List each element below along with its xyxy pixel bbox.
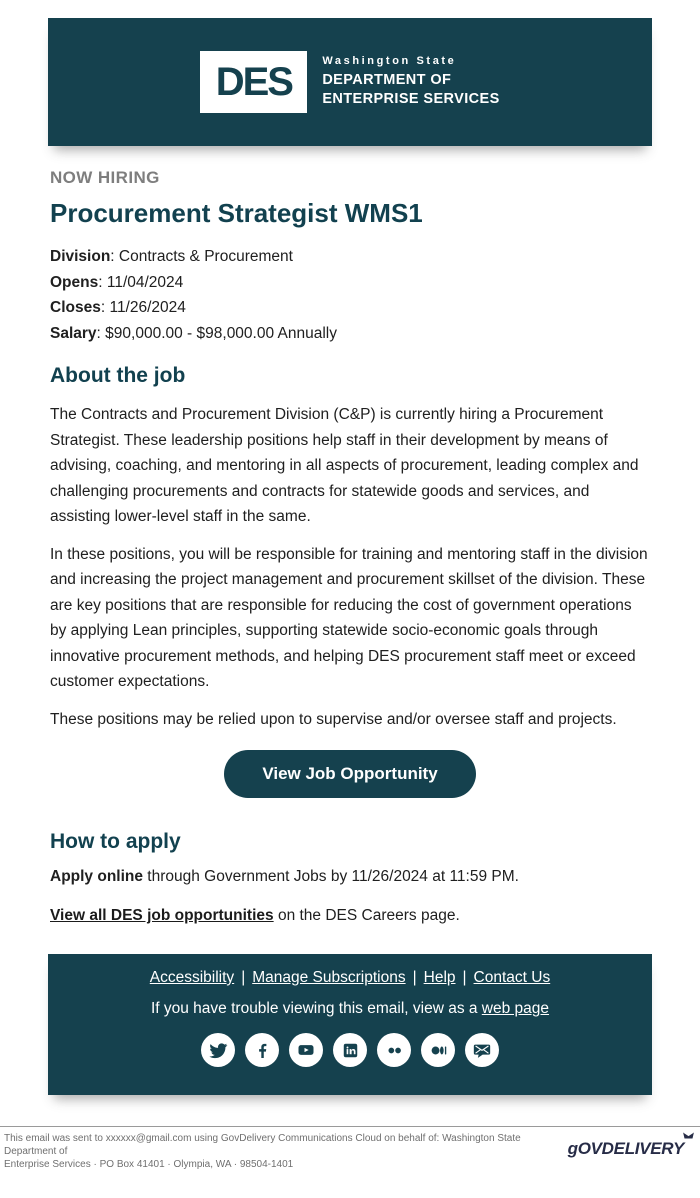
job-details xyxy=(50,244,650,346)
govdelivery-logo xyxy=(568,1139,684,1159)
trouble-viewing-text: If you have trouble viewing this email, view as a xyxy=(150,1000,482,1017)
govdelivery-envelope-icon xyxy=(682,1131,695,1142)
social-icons-row xyxy=(48,1033,652,1067)
how-to-apply-heading: How to apply xyxy=(50,830,181,853)
medium-icon xyxy=(429,1041,448,1060)
about-paragraph-1: The Contracts and Procurement Division (C&P) is currently hiring a Procurement Strategist. These leadership positions help staff in their development by means of advising, coaching, and mentoring in all aspects of procurement, leading complex and challenging procurements and contracts for statewide goods and services, and assisting lower-level staff in the same. xyxy=(50,406,639,525)
org-name xyxy=(322,55,499,109)
linkedin-icon xyxy=(341,1041,360,1060)
legal-bar xyxy=(0,1126,700,1179)
org-dept-line2: ENTERPRISE SERVICES xyxy=(322,91,500,107)
view-all-jobs-line xyxy=(50,905,650,926)
flickr-link[interactable] xyxy=(377,1033,411,1067)
footer-banner xyxy=(48,954,652,1095)
detail-opens-label: Opens xyxy=(50,273,99,291)
des-logo-text: DES xyxy=(215,59,292,104)
org-state-line: Washington State xyxy=(322,55,457,67)
twitter-link[interactable] xyxy=(201,1033,235,1067)
footer-links xyxy=(48,969,652,987)
detail-division-label: Division xyxy=(50,248,111,265)
link-separator: | xyxy=(462,969,467,986)
legal-text xyxy=(4,1132,568,1171)
flickr-icon xyxy=(385,1041,404,1060)
cta-row xyxy=(50,750,650,798)
legal-line-1: This email was sent to xxxxxx@gmail.com using GovDelivery Communications Cloud on behalf of: Washington State Department of xyxy=(4,1133,521,1157)
detail-salary-label: Salary xyxy=(50,324,97,342)
help-link[interactable]: Help xyxy=(423,969,456,986)
detail-sep: : xyxy=(98,273,107,291)
web-page-link[interactable]: web page xyxy=(481,1000,550,1017)
org-dept-line1: DEPARTMENT OF xyxy=(322,72,452,88)
header-banner xyxy=(48,18,652,146)
apply-online-rest: through Government Jobs by 11/26/2024 at 11:59 PM. xyxy=(143,868,519,885)
job-title: Procurement Strategist WMS1 xyxy=(50,198,423,228)
detail-sep: : xyxy=(110,248,119,265)
detail-opens-value: 11/04/2024 xyxy=(106,273,184,291)
manage-subscriptions-link[interactable]: Manage Subscriptions xyxy=(252,969,406,986)
accessibility-link[interactable]: Accessibility xyxy=(149,969,235,986)
detail-closes-label: Closes xyxy=(50,299,101,316)
detail-sep: : xyxy=(96,324,106,342)
youtube-icon xyxy=(296,1040,316,1060)
detail-salary-value: $90,000.00 - $98,000.00 Annually xyxy=(105,324,338,342)
govdelivery-logo-rest: OVDELIVERY xyxy=(577,1139,684,1158)
apply-online-line xyxy=(50,866,650,887)
youtube-link[interactable] xyxy=(289,1033,323,1067)
detail-closes-value: 11/26/2024 xyxy=(109,299,186,316)
facebook-link[interactable] xyxy=(245,1033,279,1067)
medium-link[interactable] xyxy=(421,1033,455,1067)
link-separator: | xyxy=(241,969,246,986)
about-heading: About the job xyxy=(50,364,186,387)
view-all-jobs-link[interactable]: View all DES job opportunities xyxy=(50,907,274,924)
detail-division-value: Contracts & Procurement xyxy=(118,248,293,265)
link-separator: | xyxy=(412,969,417,986)
about-paragraph-3: These positions may be relied upon to supervise and/or oversee staff and projects. xyxy=(50,710,617,728)
des-logo xyxy=(200,51,307,113)
detail-division xyxy=(50,244,650,270)
facebook-icon xyxy=(253,1041,272,1060)
about-paragraph-2: In these positions, you will be responsible for training and mentoring staff in the division and increasing the project management and procurement skillset of the division. These are key positions that are responsible for reducing the cost of government operations by applying Lean principles, supporting statewide socio-economic goals through innovative procurement methods, and helping DES procurement staff meet or exceed customer expectations. xyxy=(50,545,648,690)
email-body xyxy=(50,146,650,926)
detail-salary xyxy=(50,321,650,347)
email-envelope-icon xyxy=(472,1040,492,1060)
view-job-opportunity-button[interactable]: View Job Opportunity xyxy=(224,750,475,798)
detail-closes xyxy=(50,295,650,321)
linkedin-link[interactable] xyxy=(333,1033,367,1067)
now-hiring-label: NOW HIRING xyxy=(50,168,160,187)
govdelivery-logo-g: g xyxy=(567,1139,578,1158)
detail-sep: : xyxy=(100,299,110,316)
detail-opens xyxy=(50,270,650,296)
legal-line-2: Enterprise Services · PO Box 41401 · Olympia, WA · 98504-1401 xyxy=(4,1159,294,1170)
twitter-icon xyxy=(209,1041,228,1060)
apply-online-bold: Apply online xyxy=(50,868,143,885)
contact-us-link[interactable]: Contact Us xyxy=(473,969,551,986)
trouble-viewing-line xyxy=(48,1000,652,1018)
view-all-jobs-rest: on the DES Careers page. xyxy=(273,907,460,924)
des-logo-lockup xyxy=(200,51,499,113)
email-link[interactable] xyxy=(465,1033,499,1067)
